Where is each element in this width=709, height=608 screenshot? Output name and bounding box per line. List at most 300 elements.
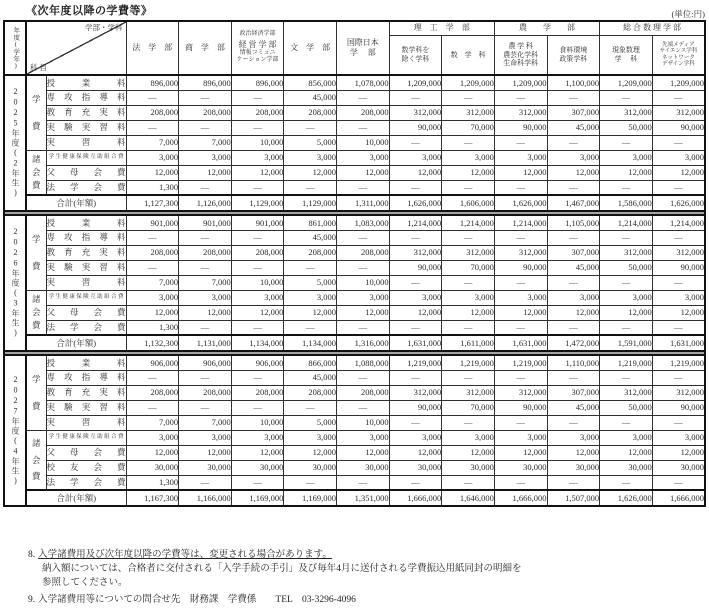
fee-value-cell: — (337, 370, 390, 385)
fee-value-cell: 312,000 (652, 385, 705, 400)
col-group-agriculture: 農 学 部 (494, 21, 599, 35)
fee-row (4, 135, 705, 150)
total-value-cell: 1,666,000 (652, 490, 705, 506)
fee-value-cell: — (231, 120, 284, 135)
fee-item-label: 実習料 (46, 415, 126, 430)
fee-value-cell: 12,000 (337, 165, 390, 180)
fee-value-cell: — (442, 275, 495, 290)
fee-value-cell: 312,000 (442, 385, 495, 400)
fee-value-cell: 30,000 (652, 460, 705, 475)
fee-value-cell: 12,000 (442, 445, 495, 460)
fee-value-cell: 3,000 (284, 150, 337, 165)
fee-value-cell: 856,000 (284, 75, 337, 90)
total-value-cell: 1,132,300 (126, 335, 179, 351)
fee-value-cell: 12,000 (179, 165, 232, 180)
fee-value-cell: 12,000 (494, 165, 547, 180)
fee-group-char: 費 (31, 471, 41, 482)
fee-item-label: 父母会費 (46, 305, 126, 320)
fee-group-char: 学 (31, 373, 41, 384)
fee-value-cell: 10,000 (337, 415, 390, 430)
fee-value-cell: 208,000 (179, 105, 232, 120)
total-value-cell: 1,129,000 (231, 195, 284, 211)
fee-row (4, 230, 705, 245)
fee-row (4, 355, 705, 370)
fee-value-cell: 10,000 (231, 135, 284, 150)
total-value-cell: 1,166,000 (179, 490, 232, 506)
fee-value-cell: 45,000 (284, 230, 337, 245)
fee-value-cell: 12,000 (337, 305, 390, 320)
fee-value-cell: — (547, 415, 600, 430)
corner-cell (26, 21, 126, 75)
fee-value-cell: — (652, 230, 705, 245)
fee-value-cell: 7,000 (126, 275, 179, 290)
total-value-cell: 1,626,000 (600, 490, 653, 506)
fee-value-cell: 12,000 (652, 445, 705, 460)
fee-value-cell: 901,000 (179, 215, 232, 230)
fee-value-cell: — (231, 400, 284, 415)
fee-value-cell: 3,000 (600, 290, 653, 305)
year-label-cell (4, 75, 26, 211)
fee-value-cell: 45,000 (547, 120, 600, 135)
fee-value-cell: 30,000 (179, 460, 232, 475)
fee-value-cell: 1,300 (126, 180, 179, 195)
total-value-cell: 1,626,000 (494, 195, 547, 211)
fee-value-cell: 90,000 (494, 260, 547, 275)
footnote-8-line2: 納入額については、合格者に交付される「入学手続の手引」及び毎年4月に送付される学費振込用紙同封の明細を (42, 563, 522, 574)
fee-value-cell: — (547, 320, 600, 335)
fee-item-label: 授業料 (46, 355, 126, 370)
fee-value-cell: 3,000 (337, 430, 390, 445)
fee-value-cell: 307,000 (547, 245, 600, 260)
fee-value-cell: — (494, 135, 547, 150)
fee-value-cell: 906,000 (231, 355, 284, 370)
fee-value-cell: 1,209,000 (652, 75, 705, 90)
fee-value-cell: 3,000 (179, 150, 232, 165)
fee-value-cell: 70,000 (442, 120, 495, 135)
fee-value-cell: 208,000 (231, 105, 284, 120)
fee-row (4, 415, 705, 430)
fee-value-cell: 208,000 (284, 385, 337, 400)
fee-value-cell: 1,214,000 (494, 215, 547, 230)
fee-row (4, 290, 705, 305)
year-axis-label: 年度(学年) (12, 26, 20, 70)
footnote-9-text: 入学諸費用等についての問合せ先 財務課 学費係 TEL 03-3296-4096 (38, 595, 356, 605)
fee-value-cell: 3,000 (284, 290, 337, 305)
fee-value-cell: 12,000 (547, 165, 600, 180)
header-line: 生命科学科 (503, 58, 539, 67)
fee-value-cell: 3,000 (337, 150, 390, 165)
total-value-cell: 1,666,000 (494, 490, 547, 506)
fee-group-label (27, 291, 46, 335)
unit-label: (単位:円) (671, 9, 705, 19)
fee-value-cell: — (337, 475, 390, 490)
header-line: 農芸化学科 (503, 50, 539, 59)
fee-value-cell: — (494, 275, 547, 290)
fee-value-cell: 3,000 (494, 430, 547, 445)
total-value-cell: 1,134,000 (284, 335, 337, 351)
total-value-cell: 1,591,000 (600, 335, 653, 351)
fee-value-cell: 10,000 (337, 275, 390, 290)
fee-value-cell: 10,000 (337, 135, 390, 150)
fee-item-label: 専攻指導料 (46, 90, 126, 105)
year-label: 2026年度(3年生) (11, 227, 20, 339)
header-line: 国際日本 (346, 38, 379, 48)
fee-value-cell: — (442, 135, 495, 150)
fee-value-cell: 30,000 (600, 460, 653, 475)
fee-value-cell: 3,000 (494, 290, 547, 305)
fee-value-cell: — (494, 180, 547, 195)
corner-subject-label: 科 目 (30, 62, 47, 72)
fee-value-cell: 3,000 (442, 150, 495, 165)
total-value-cell: 1,131,000 (179, 335, 232, 351)
fee-value-cell: 896,000 (179, 75, 232, 90)
fee-value-cell: — (284, 120, 337, 135)
fee-row (4, 105, 705, 120)
fee-group-char: 諸 (31, 294, 41, 304)
col-header-agri-depts (494, 35, 547, 75)
fee-value-cell: — (389, 415, 442, 430)
fee-row (4, 150, 705, 165)
fee-value-cell: 3,000 (231, 150, 284, 165)
fee-value-cell: — (389, 320, 442, 335)
fee-value-cell: 901,000 (126, 215, 179, 230)
fee-value-cell: — (600, 180, 653, 195)
fee-item-label: 実習料 (46, 135, 126, 150)
header-line: 食料環境 (559, 46, 588, 55)
total-value-cell: 1,129,000 (284, 195, 337, 211)
total-row (4, 335, 705, 351)
header-line: 情報コミュニ (239, 50, 276, 57)
total-value-cell: 1,611,000 (442, 335, 495, 351)
fee-item-label: 学生健康保険互助組合費 (46, 150, 126, 165)
fee-value-cell: 901,000 (231, 215, 284, 230)
fee-value-cell: 3,000 (442, 290, 495, 305)
fee-item-label: 学生健康保険互助組合費 (46, 430, 126, 445)
footnote-9 (28, 594, 356, 608)
header-line: 経 営 学 部 (238, 39, 277, 49)
footnote-8-line3: 参照してください。 (42, 577, 128, 588)
total-value-cell: 1,631,000 (652, 335, 705, 351)
fee-value-cell: 1,214,000 (600, 215, 653, 230)
fee-row (4, 400, 705, 415)
fee-group-char: 会 (31, 167, 41, 177)
fee-value-cell: 3,000 (389, 150, 442, 165)
fee-value-cell: 312,000 (442, 105, 495, 120)
fee-group-label (27, 431, 46, 490)
fee-value-cell: 1,209,000 (389, 75, 442, 90)
fee-value-cell: — (547, 90, 600, 105)
col-header-frontier-media-network (652, 35, 705, 75)
fee-value-cell: — (231, 475, 284, 490)
fee-group-char: 費 (31, 320, 41, 330)
fee-item-label: 実験実習料 (46, 120, 126, 135)
fee-value-cell: 312,000 (389, 245, 442, 260)
fee-value-cell: 3,000 (547, 290, 600, 305)
fee-value-cell: 208,000 (179, 385, 232, 400)
fee-value-cell: 30,000 (284, 460, 337, 475)
fee-value-cell: — (442, 90, 495, 105)
fee-value-cell: 1,300 (126, 320, 179, 335)
fee-value-cell: 30,000 (389, 460, 442, 475)
fee-value-cell: — (547, 230, 600, 245)
fee-value-cell: — (547, 135, 600, 150)
col-header-letters (284, 21, 337, 75)
fee-value-cell: — (179, 320, 232, 335)
fee-value-cell: 3,000 (126, 150, 179, 165)
fee-value-cell: 312,000 (652, 105, 705, 120)
fee-item-label: 実験実習料 (46, 260, 126, 275)
fee-value-cell: 12,000 (126, 165, 179, 180)
fee-value-cell: — (231, 230, 284, 245)
fee-value-cell: 1,214,000 (389, 215, 442, 230)
fee-row (4, 275, 705, 290)
fee-value-cell: — (284, 180, 337, 195)
fee-row (4, 245, 705, 260)
total-row (4, 490, 705, 506)
fee-value-cell: 312,000 (442, 245, 495, 260)
fee-item-label: 専攻指導料 (46, 230, 126, 245)
fee-value-cell: — (126, 260, 179, 275)
total-value-cell: 1,626,000 (389, 195, 442, 211)
fee-value-cell: — (126, 120, 179, 135)
fee-value-cell: 3,000 (231, 430, 284, 445)
fee-item-label: 父母会費 (46, 165, 126, 180)
fee-item-label: 教育充実料 (46, 245, 126, 260)
fee-value-cell: 90,000 (652, 260, 705, 275)
fee-value-cell: 1,209,000 (494, 75, 547, 90)
fee-value-cell: — (600, 275, 653, 290)
total-value-cell: 1,631,000 (494, 335, 547, 351)
fee-value-cell: — (652, 90, 705, 105)
corner-faculty-label: 学部・学科 (85, 23, 123, 32)
year-label-cell (4, 215, 26, 351)
total-label: 合計(年額) (26, 195, 126, 211)
fee-value-cell: — (652, 415, 705, 430)
fee-value-cell: 312,000 (652, 245, 705, 260)
fee-value-cell: 5,000 (284, 135, 337, 150)
fee-value-cell: 12,000 (284, 445, 337, 460)
header-line: 農 学 科 (508, 42, 533, 51)
fee-value-cell: 1,214,000 (442, 215, 495, 230)
fee-value-cell: 312,000 (494, 245, 547, 260)
fee-value-cell: 10,000 (231, 275, 284, 290)
fee-group-cell (26, 75, 46, 150)
total-value-cell: 1,316,000 (337, 335, 390, 351)
total-value-cell: 1,631,000 (389, 335, 442, 351)
fee-value-cell: 3,000 (442, 430, 495, 445)
fee-row (4, 320, 705, 335)
fee-value-cell: — (442, 320, 495, 335)
year-label: 2027年度(4年生) (11, 374, 20, 487)
fee-value-cell: 12,000 (600, 445, 653, 460)
fee-value-cell: — (442, 475, 495, 490)
fee-value-cell: 896,000 (126, 75, 179, 90)
fee-value-cell: — (389, 370, 442, 385)
fee-value-cell: 12,000 (652, 165, 705, 180)
fee-value-cell: — (652, 135, 705, 150)
fee-value-cell: — (284, 260, 337, 275)
col-header-polisci-mgmt-infocom (231, 21, 284, 75)
fee-group-cell (26, 215, 46, 290)
fee-value-cell: — (600, 370, 653, 385)
fee-item-label: 実習料 (46, 275, 126, 290)
fee-value-cell: 906,000 (126, 355, 179, 370)
total-value-cell: 1,507,000 (547, 490, 600, 506)
fee-value-cell: — (600, 135, 653, 150)
fee-group-char: 費 (31, 261, 41, 272)
fee-value-cell: 208,000 (231, 245, 284, 260)
fee-value-cell: — (600, 320, 653, 335)
total-value-cell: 1,351,000 (337, 490, 390, 506)
total-value-cell: 1,134,000 (231, 335, 284, 351)
fee-value-cell: 1,105,000 (547, 215, 600, 230)
fee-value-cell: — (126, 230, 179, 245)
fee-row (4, 305, 705, 320)
fee-value-cell: — (179, 180, 232, 195)
fee-value-cell: — (494, 475, 547, 490)
fee-item-label: 法学会費 (46, 320, 126, 335)
fee-row (4, 180, 705, 195)
fee-value-cell: 3,000 (652, 430, 705, 445)
fee-value-cell: — (179, 370, 232, 385)
fee-value-cell: — (389, 275, 442, 290)
fee-value-cell: 1,083,000 (337, 215, 390, 230)
fee-value-cell: 50,000 (600, 400, 653, 415)
fee-value-cell: 3,000 (126, 430, 179, 445)
total-row (4, 195, 705, 211)
col-header-law (126, 21, 179, 75)
faculty-group-header-row (4, 21, 705, 35)
fee-value-cell: 10,000 (231, 415, 284, 430)
footnote-8-line1 (28, 549, 522, 563)
total-value-cell: 1,467,000 (547, 195, 600, 211)
fee-value-cell: — (126, 400, 179, 415)
fee-value-cell: 208,000 (337, 105, 390, 120)
year-label-cell (4, 355, 26, 506)
fee-value-cell: 866,000 (284, 355, 337, 370)
fee-value-cell: — (179, 400, 232, 415)
fee-row (4, 385, 705, 400)
fee-value-cell: 12,000 (547, 445, 600, 460)
header-line: ネットワーク (661, 54, 695, 61)
fee-value-cell: 312,000 (494, 385, 547, 400)
fee-value-cell: 3,000 (600, 150, 653, 165)
col-header-commerce (179, 21, 232, 75)
fee-value-cell: 12,000 (179, 445, 232, 460)
header-line: 政治経済学部 (239, 31, 276, 38)
fee-row (4, 370, 705, 385)
fee-value-cell: — (337, 260, 390, 275)
fee-value-cell: — (231, 320, 284, 335)
total-value-cell: 1,586,000 (600, 195, 653, 211)
fee-value-cell: 12,000 (126, 445, 179, 460)
col-group-science-engineering: 理 工 学 部 (389, 21, 494, 35)
fee-value-cell: — (337, 180, 390, 195)
fee-value-cell: 3,000 (600, 430, 653, 445)
fee-group-cell (26, 355, 46, 430)
total-value-cell: 1,646,000 (442, 490, 495, 506)
fee-value-cell: 30,000 (126, 460, 179, 475)
fee-value-cell: 1,300 (126, 475, 179, 490)
fee-value-cell: 1,110,000 (547, 355, 600, 370)
fee-value-cell: 307,000 (547, 385, 600, 400)
fee-value-cell: — (337, 320, 390, 335)
fee-item-label: 学生健康保険互助組合費 (46, 290, 126, 305)
total-value-cell: 1,311,000 (337, 195, 390, 211)
fee-value-cell: 307,000 (547, 105, 600, 120)
fee-value-cell: — (494, 320, 547, 335)
fee-row (4, 460, 705, 475)
fee-row (4, 215, 705, 230)
fee-value-cell: — (284, 475, 337, 490)
fee-value-cell: — (600, 475, 653, 490)
footnote-8-text: 入学諸費用及び次年度以降の学費等は、変更される場合があります。 (38, 550, 332, 560)
fee-value-cell: 45,000 (284, 370, 337, 385)
fee-value-cell: 3,000 (179, 430, 232, 445)
fee-item-label: 校友会費 (46, 460, 126, 475)
fee-value-cell: 208,000 (231, 385, 284, 400)
fee-value-cell: 12,000 (442, 165, 495, 180)
fee-value-cell: 12,000 (126, 305, 179, 320)
fee-group-char: 諸 (31, 437, 41, 448)
tuition-fee-table (3, 20, 706, 507)
fee-value-cell: — (652, 370, 705, 385)
header-line: サイエンス学科 (659, 48, 698, 55)
footnote-8 (28, 549, 522, 590)
fee-value-cell: 50,000 (600, 260, 653, 275)
col-group-math-sciences: 総 合 数 理 学 部 (600, 21, 705, 35)
fee-value-cell: — (179, 475, 232, 490)
fee-value-cell: 30,000 (547, 460, 600, 475)
fee-value-cell: 208,000 (337, 385, 390, 400)
fee-value-cell: 208,000 (337, 245, 390, 260)
fee-row (4, 120, 705, 135)
total-label: 合計(年額) (26, 490, 126, 506)
total-value-cell: 1,472,000 (547, 335, 600, 351)
fee-group-char: 諸 (31, 154, 41, 164)
fee-value-cell: 1,219,000 (600, 355, 653, 370)
col-header-mathematics (442, 35, 495, 75)
header-line: 現象数理 (611, 46, 640, 55)
fee-value-cell: 12,000 (231, 445, 284, 460)
fee-value-cell: 90,000 (389, 260, 442, 275)
fee-value-cell: 208,000 (284, 105, 337, 120)
fee-value-cell: — (126, 90, 179, 105)
header-line: 学 部 (349, 48, 376, 57)
fee-value-cell: 312,000 (600, 385, 653, 400)
fee-group-label (27, 76, 46, 150)
fee-item-label: 専攻指導料 (46, 370, 126, 385)
header-line: 先端メディア (662, 41, 695, 48)
fee-value-cell: 896,000 (231, 75, 284, 90)
total-value-cell: 1,626,000 (652, 195, 705, 211)
fee-value-cell: 312,000 (389, 105, 442, 120)
fee-value-cell: 312,000 (600, 245, 653, 260)
fee-value-cell: — (547, 180, 600, 195)
fee-value-cell: 12,000 (389, 445, 442, 460)
fee-value-cell: 3,000 (547, 430, 600, 445)
fee-value-cell: 312,000 (600, 105, 653, 120)
fee-value-cell: — (547, 275, 600, 290)
fee-value-cell: 50,000 (600, 120, 653, 135)
total-value-cell: 1,127,300 (126, 195, 179, 211)
total-value-cell: 1,666,000 (389, 490, 442, 506)
fee-value-cell: 312,000 (494, 105, 547, 120)
fee-value-cell: — (389, 135, 442, 150)
fee-group-char: 費 (31, 121, 41, 132)
fee-row (4, 260, 705, 275)
fee-value-cell: 906,000 (179, 355, 232, 370)
